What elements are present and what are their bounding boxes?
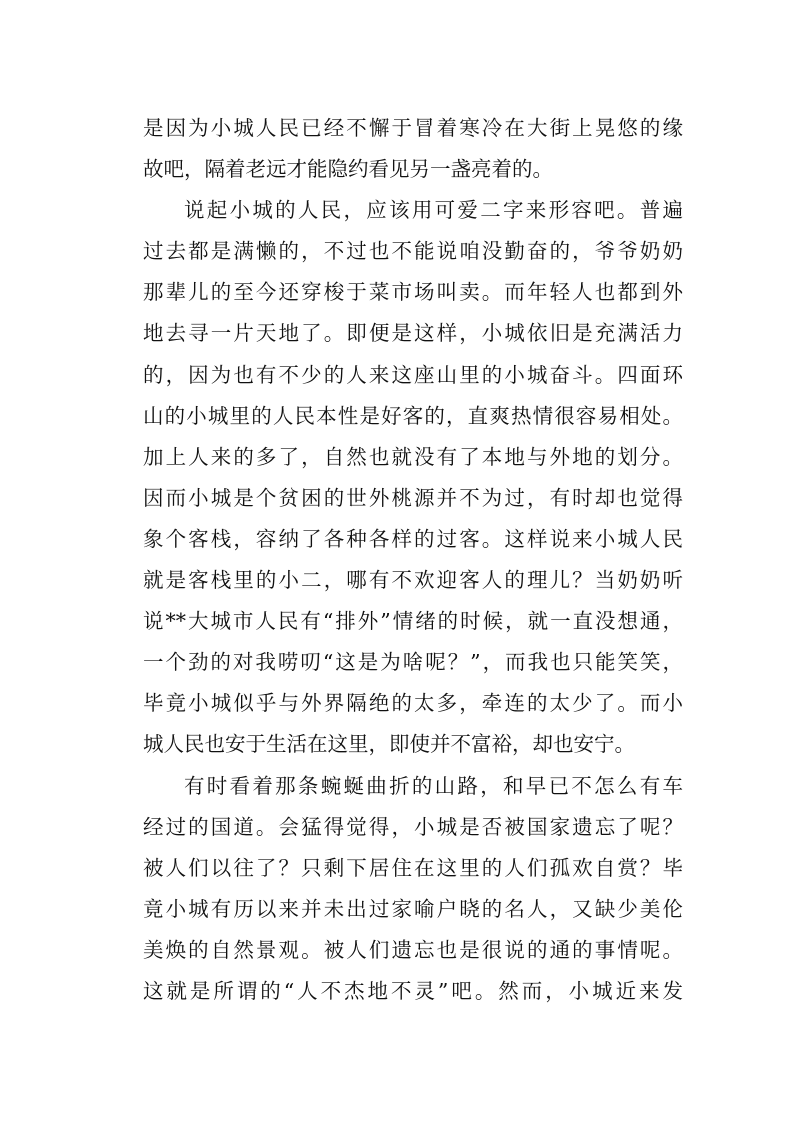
text-line: 那辈儿的至今还穿梭于菜市场叫卖。而年轻人也都到外 bbox=[143, 280, 683, 305]
text-line: 被人们以往了？只剩下居住在这里的人们孤欢自赏？毕 bbox=[143, 855, 683, 880]
text-line: 有时看着那条蜿蜒曲折的山路，和早已不怎么有车 bbox=[184, 773, 683, 798]
text-line: 毕竟小城似乎与外界隔绝的太多，牵连的太少了。而小 bbox=[143, 691, 683, 716]
text-line: 经过的国道。会猛得觉得，小城是否被国家遗忘了呢？ bbox=[143, 814, 683, 839]
document-body bbox=[143, 108, 683, 1012]
text-line: 这就是所谓的“人不杰地不灵”吧。然而，小城近来发 bbox=[143, 978, 683, 1003]
text-line: 城人民也安于生活在这里，即使并不富裕，却也安宁。 bbox=[143, 732, 635, 757]
text-line: 过去都是满懒的，不过也不能说咱没勤奋的，爷爷奶奶 bbox=[143, 239, 683, 264]
text-line: 就是客栈里的小二，哪有不欢迎客人的理儿？当奶奶听 bbox=[143, 568, 683, 593]
text-line: 的，因为也有不少的人来这座山里的小城奋斗。四面环 bbox=[143, 362, 683, 387]
text-line: 山的小城里的人民本性是好客的，直爽热情很容易相处。 bbox=[143, 403, 683, 428]
text-line: 地去寻一片天地了。即便是这样，小城依旧是充满活力 bbox=[143, 321, 683, 346]
text-line: 因而小城是个贫困的世外桃源并不为过，有时却也觉得 bbox=[143, 485, 683, 510]
text-line: 美焕的自然景观。被人们遗忘也是很说的通的事情呢。 bbox=[143, 937, 683, 962]
text-line: 故吧，隔着老远才能隐约看见另一盏亮着的。 bbox=[143, 157, 553, 182]
text-line: 是因为小城人民已经不懈于冒着寒冷在大街上晃悠的缘 bbox=[143, 116, 683, 140]
text-line: 象个客栈，容纳了各种各样的过客。这样说来小城人民 bbox=[143, 526, 683, 551]
text-line: 加上人来的多了，自然也就没有了本地与外地的划分。 bbox=[143, 444, 683, 469]
text-line: 说起小城的人民，应该用可爱二字来形容吧。普遍 bbox=[184, 198, 683, 223]
text-line: 竟小城有历以来并未出过家喻户晓的名人，又缺少美伦 bbox=[143, 896, 683, 921]
text-line: 一个劲的对我唠叨“这是为啥呢？”，而我也只能笑笑， bbox=[143, 650, 683, 675]
text-line: 说**大城市人民有“排外”情绪的时候，就一直没想通， bbox=[143, 609, 683, 634]
